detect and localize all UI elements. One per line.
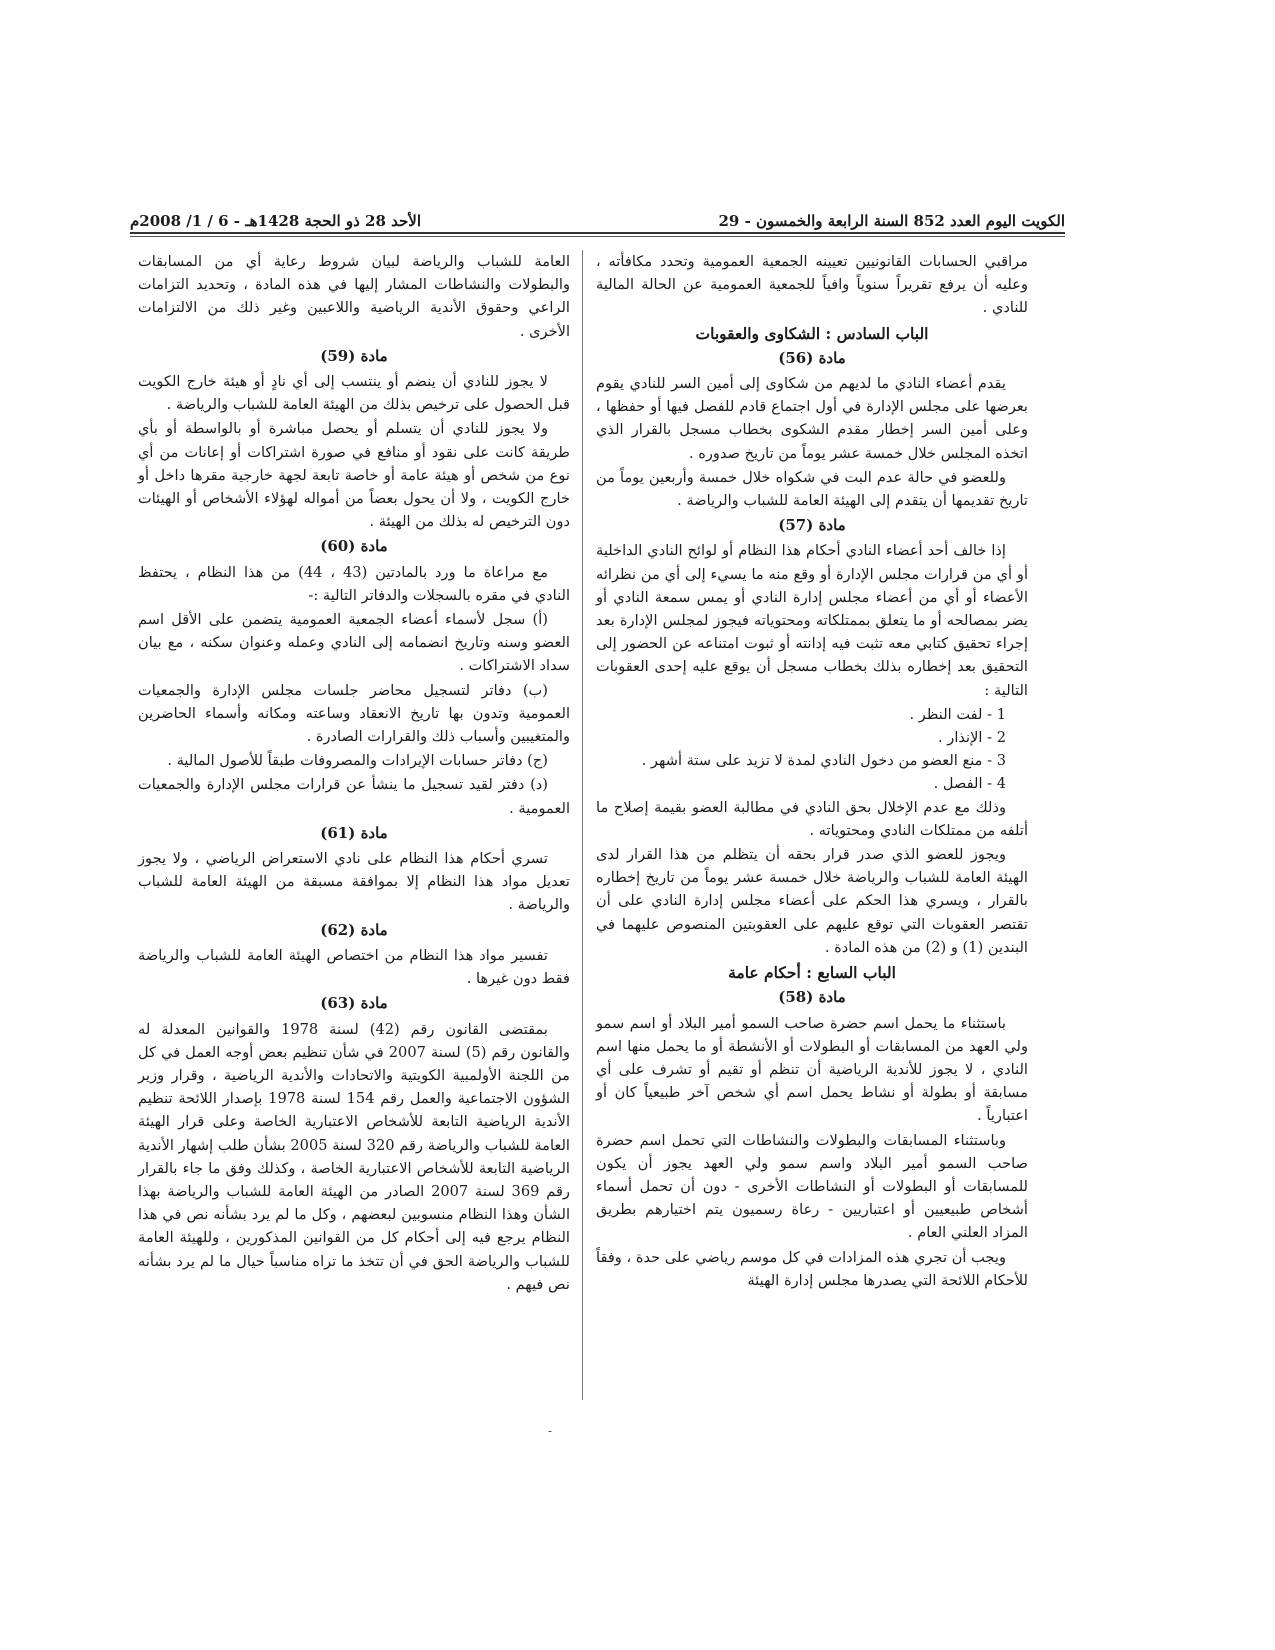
left-column [138,250,570,1297]
chapter-heading: الباب السادس : الشكاوى والعقوبات [695,323,929,343]
paragraph: باستثناء ما يحمل اسم حضرة صاحب السمو أمير البلاد أو اسم سمو ولي العهد من المسابقات أو البطولات أو الأنشطة أو ما يحمل منها اسم النادي ، لا يجوز للأندية الرياضية أن تنظم أو تقيم أو تشرف على أي مسابقة أو بطولة أو نشاط يحمل اسم أي شخص آخر طبيعياً كان أو اعتبارياً . [596,1014,1028,1125]
paragraph: مع مراعاة ما ورد بالمادتين (43 ، 44) من هذا النظام ، يحتفظ النادي في مقره بالسجلات والدفاتر التالية :- [138,563,570,604]
paragraph: تسري أحكام هذا النظام على نادي الاستعراض الرياضي ، ولا يجوز تعديل مواد هذا النظام إلا بموافقة مسبقة من الهيئة العامة للشباب والرياضة . [138,850,570,914]
paragraph: ويجوز للعضو الذي صدر قرار بحقه أن يتظلم من هذا القرار لدى الهيئة العامة للشباب والرياضة خلال خمسة عشر يوماً من تاريخ إخطاره بالقرار ، ويسري هذا الحكم على أعضاء مجلس إدارة النادي على أن تقتصر العقوبات التي توقع عليهم على العقوبتين المنصوص عليهما في البندين (1) و (2) من هذه المادة . [596,846,1028,956]
paragraph: ولا يجوز للنادي أن يتسلم أو يحصل مباشرة أو بالواسطة أو بأي طريقة كانت على نقود أو منافع في صورة اشتراكات أو إعانات من أي نوع من شخص أو هيئة عامة أو خاصة تابعة لجهة خارجية مقرها داخل أو خارج الكويت ، ولا أن يحول بعضاً من أمواله لهؤلاء الأشخاص أو الهيئات دون الترخيص له بذلك من الهيئة . [138,420,570,531]
paragraph: وباستثناء المسابقات والبطولات والنشاطات التي تحمل اسم حضرة صاحب السمو أمير البلاد واسم سمو ولي العهد يجوز أن يكون للمسابقات أو البطولات أو النشاطات الأخرى - دون أن تحمل أسماء أشخاص طبيعيين أو اعتباريين - رعاة رسميون يتم اختيارهم بطريق المزاد العلني العام . [596,1131,1028,1242]
paragraph: مراقبي الحسابات القانونيين تعيينه الجمعية العمومية وتحدد مكافأته ، وعليه أن يرفع تقريراً سنوياً وافياً للجمعية العمومية عن الحالة المالية للنادي . [596,253,1028,317]
article-heading: مادة (60) [320,537,388,556]
paragraph: يقدم أعضاء النادي ما لديهم من شكاوى إلى أمين السر للنادي يقوم بعرضها على مجلس الإدارة في أول اجتماع قادم للفصل فيها أو حفظها ، وعلى أمين السر إخطار مقدم الشكوى بخطاب مسجل بالقرار الذي اتخذه المجلس خلال خمسة عشر يوماً من تاريخ صدوره . [596,375,1028,462]
chapter-heading: الباب السابع : أحكام عامة [728,963,896,983]
paragraph: (ب) دفاتر لتسجيل محاضر جلسات مجلس الإدارة والجمعيات العمومية وتدون بها تاريخ الانعقاد وساعته ومكانه وأسماء الحاضرين والمتغيبين وأسباب ذلك والقرارات الصادرة . [138,681,570,746]
paragraph: وذلك مع عدم الإخلال بحق النادي في مطالبة العضو بقيمة إصلاح ما أتلفه من ممتلكات النادي ومحتوياته . [596,798,1028,839]
header-gazette-info: الكويت اليوم العدد 852 السنة الرابعة والخمسون - 29 [718,212,1065,230]
paragraph: تفسير مواد هذا النظام من اختصاص الهيئة العامة للشباب والرياضة فقط دون غيرها . [138,946,570,988]
article-heading: مادة (63) [320,994,388,1013]
article-heading: مادة (59) [320,346,388,365]
paragraph: إذا خالف أحد أعضاء النادي أحكام هذا النظام أو لوائح النادي الداخلية أو أي من قرارات مجلس الإدارة أو وقع منه ما يسيء إلى أي من نظرائه الأعضاء أو أي من أعضاء مجلس إدارة النادي أو يمس سمعة النادي أو يضر بمصالحه أو ما يتعلق بممتلكاته ومحتوياته فيجوز لمجلس الإدارة بعد إجراء تحقيق كتابي معه تثبت فيه إدانته أو ثبوت امتناعه عن الحضور إلى التحقيق بعد إخطاره بذلك بخطاب مسجل أن يوقع عليه إحدى العقوبات التالية : [596,542,1028,699]
list-item: 3 - منع العضو من دخول النادي لمدة لا تزيد على ستة أشهر . [641,752,1006,770]
column-divider [582,250,583,1400]
right-column [596,250,1028,1293]
article-heading: مادة (58) [778,988,846,1007]
article-heading: مادة (57) [778,516,846,535]
paragraph: (أ) سجل لأسماء أعضاء الجمعية العمومية يتضمن على الأقل اسم العضو وسنه وتاريخ انضمامه إلى النادي وعمله وعنوان سكنه ، مع بيان سداد الاشتراكات . [138,611,570,675]
article-heading: مادة (56) [778,348,846,367]
header-date: الأحد 28 ذو الحجة 1428هـ - 6 / 1/ 2008م [130,212,422,230]
paragraph: بمقتضى القانون رقم (42) لسنة 1978 والقوانين المعدلة له والقانون رقم (5) لسنة 2007 في شأن تنظيم بعض أوجه العمل في كل من اللجنة الأولمبية الكويتية والاتحادات والأندية الرياضية ، وقرار وزير الشؤون الاجتماعية والعمل رقم 154 لسنة 1978 بإصدار اللائحة تنظيم الأندية الرياضية التابعة للأشخاص الاعتبارية الخاصة وعلى قرار الهيئة العامة للشباب والرياضة رقم 320 لسنة 2005 بشأن طلب إشهار الأندية الرياضية التابعة للأشخاص الاعتبارية الخاصة ، وكذلك وفق ما جاء بالقرار رقم 369 لسنة 2007 الصادر من الهيئة العامة للشباب والرياضة بهذا الشأن وهذا النظام منسوبين لبعضهم ، وكل ما لم يرد بشأنه نص في هذا النظام يرجع فيه إلى أحكام كل من القوانين المذكورين ، وللهيئة العامة للشباب والرياضة الحق في أن تتخذ ما تراه مناسباً حيال ما لم يرد بشأنه نص فيهم . [138,1020,571,1293]
list-item: 4 - الفصل . [933,775,1006,793]
page-footer-mark: - [548,1424,553,1438]
list-item: 1 - لفت النظر . [909,705,1006,723]
header-rule [130,232,1065,234]
header-rule-thin [130,236,1065,237]
article-heading: مادة (61) [320,823,388,842]
paragraph: (د) دفتر لقيد تسجيل ما ينشأ عن قرارات مجلس الإدارة والجمعيات العمومية . [138,776,570,817]
paragraph: (ج) دفاتر حسابات الإيرادات والمصروفات طبقاً للأصول المالية . [167,752,548,770]
paragraph: لا يجوز للنادي أن ينضم أو ينتسب إلى أي نادٍ أو هيئة خارج الكويت قبل الحصول على ترخيص بذلك من الهيئة العامة للشباب والرياضة . [138,373,570,414]
paragraph: العامة للشباب والرياضة لبيان شروط رعاية أي من المسابقات والبطولات والنشاطات المشار إليها في هذه المادة ، وتحديد التزامات الراعي وحقوق الأندية الرياضية واللاعبين وغير ذلك من الالتزامات الأخرى . [138,253,570,340]
paragraph: وللعضو في حالة عدم البت في شكواه خلال خمسة وأربعين يوماً من تاريخ تقديمها أن يتقدم إلى الهيئة العامة للشباب والرياضة . [596,468,1028,510]
paragraph: ويجب أن تجري هذه المزادات في كل موسم رياضي على حدة ، وفقاً للأحكام اللائحة التي يصدرها مجلس إدارة الهيئة [596,1248,1028,1289]
list-item: 2 - الإنذار . [938,729,1006,747]
page-header [130,196,1065,230]
article-heading: مادة (62) [320,920,388,939]
